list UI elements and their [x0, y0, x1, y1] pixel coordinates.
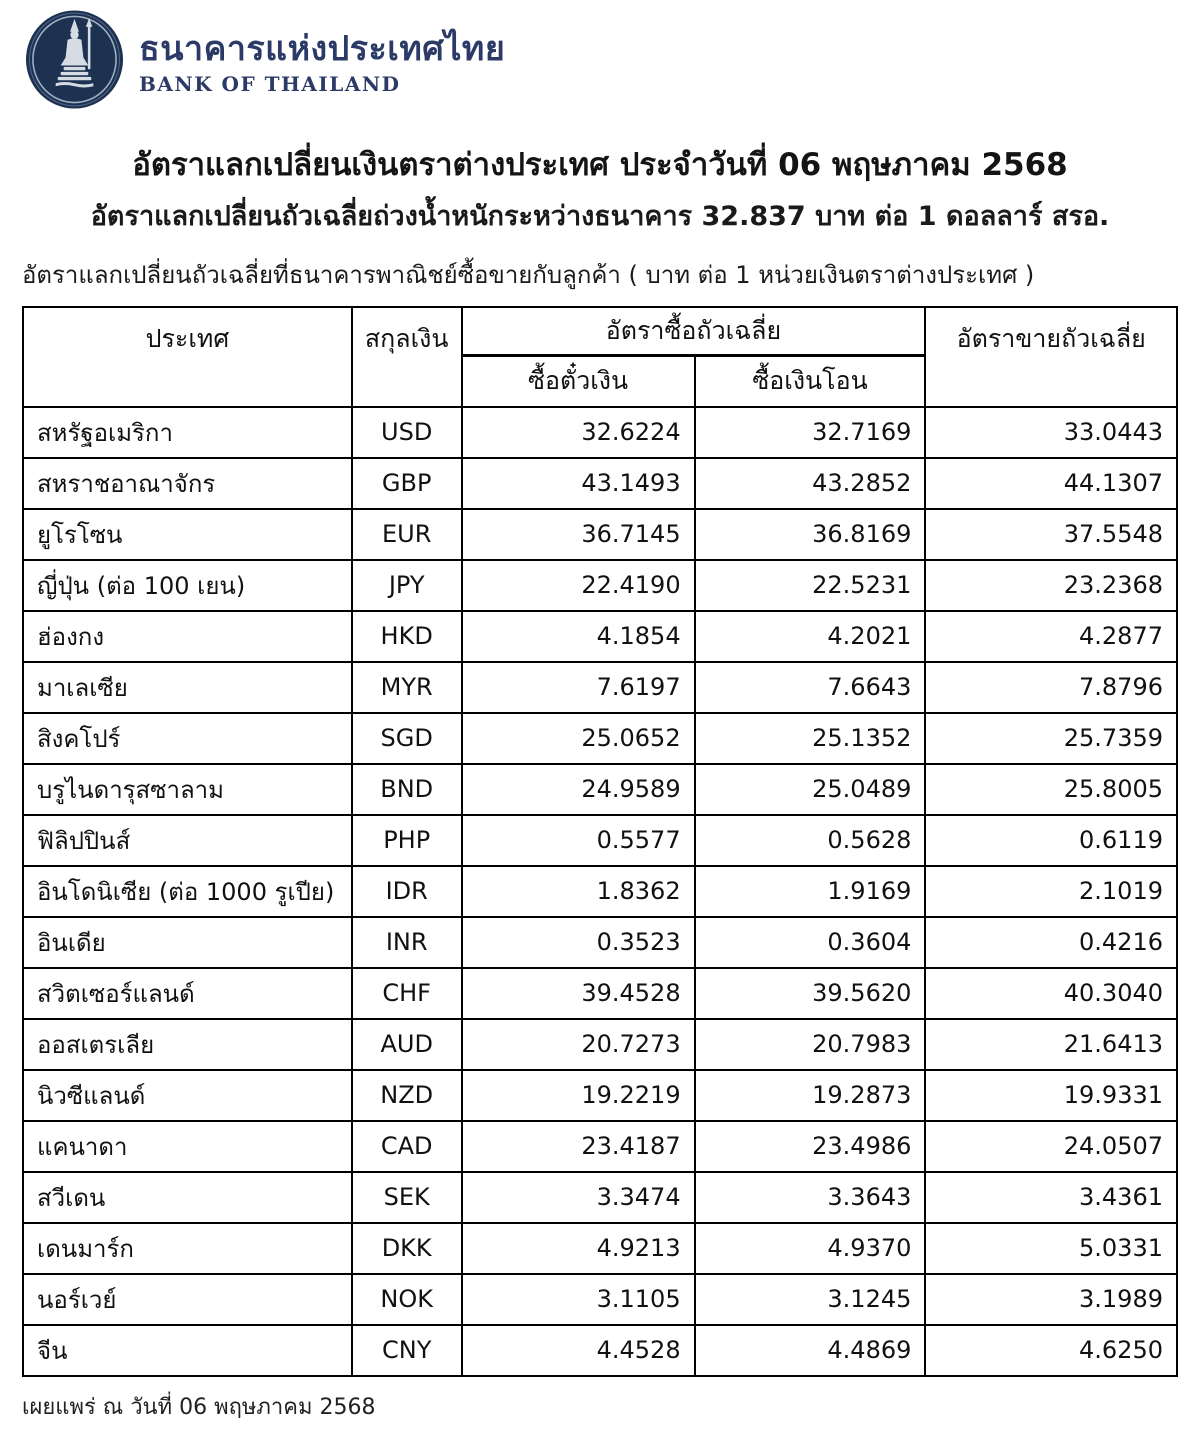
selling-cell: 3.1989: [925, 1274, 1177, 1325]
table-row: [23, 1070, 1177, 1121]
table-row: [23, 968, 1177, 1019]
buying-sight-cell: 25.0652: [462, 713, 695, 764]
currency-cell: HKD: [352, 611, 462, 662]
buying-transfer-cell: 25.0489: [695, 764, 926, 815]
bank-of-thailand-logo: [24, 10, 1178, 109]
exchange-rate-table: [22, 306, 1178, 1377]
buying-sight-cell: 4.1854: [462, 611, 695, 662]
table-row: [23, 866, 1177, 917]
column-header-buying-sight-bill: ซื้อตั๋วเงิน: [462, 356, 695, 407]
table-row: [23, 1121, 1177, 1172]
buying-transfer-cell: 22.5231: [695, 560, 926, 611]
table-row: [23, 1019, 1177, 1070]
table-row: [23, 458, 1177, 509]
buying-sight-cell: 0.3523: [462, 917, 695, 968]
column-header-selling-average: อัตราขายถัวเฉลี่ย: [925, 307, 1177, 407]
buying-transfer-cell: 7.6643: [695, 662, 926, 713]
selling-cell: 7.8796: [925, 662, 1177, 713]
country-cell: สวิตเซอร์แลนด์: [23, 968, 352, 1019]
buying-sight-cell: 7.6197: [462, 662, 695, 713]
buying-sight-cell: 19.2219: [462, 1070, 695, 1121]
currency-cell: SGD: [352, 713, 462, 764]
published-date: เผยแพร่ ณ วันที่ 06 พฤษภาคม 2568: [22, 1394, 376, 1420]
selling-cell: 23.2368: [925, 560, 1177, 611]
buying-sight-cell: 43.1493: [462, 458, 695, 509]
table-row: [23, 815, 1177, 866]
buying-sight-cell: 1.8362: [462, 866, 695, 917]
buying-sight-cell: 4.4528: [462, 1325, 695, 1376]
table-row: [23, 662, 1177, 713]
buying-transfer-cell: 25.1352: [695, 713, 926, 764]
buying-sight-cell: 3.3474: [462, 1172, 695, 1223]
buying-transfer-cell: 3.1245: [695, 1274, 926, 1325]
column-header-buying-average: อัตราซื้อถัวเฉลี่ย: [462, 307, 926, 356]
selling-cell: 2.1019: [925, 866, 1177, 917]
country-cell: สวีเดน: [23, 1172, 352, 1223]
bot-emblem-icon: [24, 10, 125, 109]
country-cell: มาเลเซีย: [23, 662, 352, 713]
interbank-rate-subtitle: อัตราแลกเปลี่ยนถัวเฉลี่ยถ่วงน้ำหนักระหว่างธนาคาร 32.837 บาท ต่อ 1 ดอลลาร์ สรอ.: [90, 201, 1110, 233]
buying-sight-cell: 0.5577: [462, 815, 695, 866]
buying-transfer-cell: 20.7983: [695, 1019, 926, 1070]
page-title: อัตราแลกเปลี่ยนเงินตราต่างประเทศ ประจำวันที่ 06 พฤษภาคม 2568: [132, 147, 1068, 183]
selling-cell: 40.3040: [925, 968, 1177, 1019]
buying-sight-cell: 23.4187: [462, 1121, 695, 1172]
buying-transfer-cell: 0.5628: [695, 815, 926, 866]
currency-cell: INR: [352, 917, 462, 968]
buying-transfer-cell: 0.3604: [695, 917, 926, 968]
country-cell: ยูโรโซน: [23, 509, 352, 560]
country-cell: นอร์เวย์: [23, 1274, 352, 1325]
column-header-buying-transfer: ซื้อเงินโอน: [695, 356, 926, 407]
buying-transfer-cell: 4.2021: [695, 611, 926, 662]
country-cell: จีน: [23, 1325, 352, 1376]
table-row: [23, 407, 1177, 458]
table-caption: อัตราแลกเปลี่ยนถัวเฉลี่ยที่ธนาคารพาณิชย์ซื้อขายกับลูกค้า ( บาท ต่อ 1 หน่วยเงินตราต่างประเทศ ): [22, 260, 1035, 289]
table-row: [23, 713, 1177, 764]
country-cell: ฟิลิปปินส์: [23, 815, 352, 866]
buying-sight-cell: 22.4190: [462, 560, 695, 611]
buying-sight-cell: 32.6224: [462, 407, 695, 458]
selling-cell: 4.2877: [925, 611, 1177, 662]
buying-transfer-cell: 3.3643: [695, 1172, 926, 1223]
currency-cell: GBP: [352, 458, 462, 509]
selling-cell: 3.4361: [925, 1172, 1177, 1223]
table-row: [23, 1325, 1177, 1376]
country-cell: บรูไนดารุสซาลาม: [23, 764, 352, 815]
selling-cell: 25.8005: [925, 764, 1177, 815]
currency-cell: NOK: [352, 1274, 462, 1325]
currency-cell: SEK: [352, 1172, 462, 1223]
country-cell: เดนมาร์ก: [23, 1223, 352, 1274]
table-header-row-1: [23, 307, 1177, 356]
country-cell: อินเดีย: [23, 917, 352, 968]
buying-transfer-cell: 36.8169: [695, 509, 926, 560]
bank-name-thai: ธนาคารแห่งประเทศไทย: [139, 28, 506, 69]
table-row: [23, 560, 1177, 611]
country-cell: สิงคโปร์: [23, 713, 352, 764]
column-header-currency: สกุลเงิน: [352, 307, 462, 407]
country-cell: ฮ่องกง: [23, 611, 352, 662]
buying-sight-cell: 36.7145: [462, 509, 695, 560]
buying-sight-cell: 39.4528: [462, 968, 695, 1019]
selling-cell: 33.0443: [925, 407, 1177, 458]
table-row: [23, 917, 1177, 968]
buying-transfer-cell: 43.2852: [695, 458, 926, 509]
currency-cell: EUR: [352, 509, 462, 560]
country-cell: ญี่ปุ่น (ต่อ 100 เยน): [23, 560, 352, 611]
selling-cell: 0.4216: [925, 917, 1177, 968]
buying-sight-cell: 3.1105: [462, 1274, 695, 1325]
selling-cell: 25.7359: [925, 713, 1177, 764]
buying-transfer-cell: 1.9169: [695, 866, 926, 917]
selling-cell: 4.6250: [925, 1325, 1177, 1376]
currency-cell: AUD: [352, 1019, 462, 1070]
table-row: [23, 611, 1177, 662]
buying-sight-cell: 20.7273: [462, 1019, 695, 1070]
currency-cell: CHF: [352, 968, 462, 1019]
selling-cell: 37.5548: [925, 509, 1177, 560]
currency-cell: PHP: [352, 815, 462, 866]
bank-name-english: BANK OF THAILAND: [139, 72, 401, 97]
buying-transfer-cell: 23.4986: [695, 1121, 926, 1172]
country-cell: ออสเตรเลีย: [23, 1019, 352, 1070]
currency-cell: IDR: [352, 866, 462, 917]
currency-cell: NZD: [352, 1070, 462, 1121]
selling-cell: 21.6413: [925, 1019, 1177, 1070]
currency-cell: JPY: [352, 560, 462, 611]
table-row: [23, 1172, 1177, 1223]
buying-transfer-cell: 19.2873: [695, 1070, 926, 1121]
currency-cell: DKK: [352, 1223, 462, 1274]
selling-cell: 44.1307: [925, 458, 1177, 509]
selling-cell: 5.0331: [925, 1223, 1177, 1274]
country-cell: สหรัฐอเมริกา: [23, 407, 352, 458]
selling-cell: 24.0507: [925, 1121, 1177, 1172]
buying-sight-cell: 24.9589: [462, 764, 695, 815]
country-cell: นิวซีแลนด์: [23, 1070, 352, 1121]
column-header-country: ประเทศ: [23, 307, 352, 407]
country-cell: แคนาดา: [23, 1121, 352, 1172]
table-row: [23, 509, 1177, 560]
bank-name-block: [139, 23, 505, 96]
currency-cell: CAD: [352, 1121, 462, 1172]
selling-cell: 0.6119: [925, 815, 1177, 866]
table-row: [23, 1274, 1177, 1325]
selling-cell: 19.9331: [925, 1070, 1177, 1121]
country-cell: อินโดนิเซีย (ต่อ 1000 รูเปีย): [23, 866, 352, 917]
buying-transfer-cell: 32.7169: [695, 407, 926, 458]
buying-transfer-cell: 4.4869: [695, 1325, 926, 1376]
currency-cell: CNY: [352, 1325, 462, 1376]
currency-cell: MYR: [352, 662, 462, 713]
country-cell: สหราชอาณาจักร: [23, 458, 352, 509]
buying-sight-cell: 4.9213: [462, 1223, 695, 1274]
table-row: [23, 1223, 1177, 1274]
table-row: [23, 764, 1177, 815]
buying-transfer-cell: 39.5620: [695, 968, 926, 1019]
currency-cell: BND: [352, 764, 462, 815]
currency-cell: USD: [352, 407, 462, 458]
buying-transfer-cell: 4.9370: [695, 1223, 926, 1274]
